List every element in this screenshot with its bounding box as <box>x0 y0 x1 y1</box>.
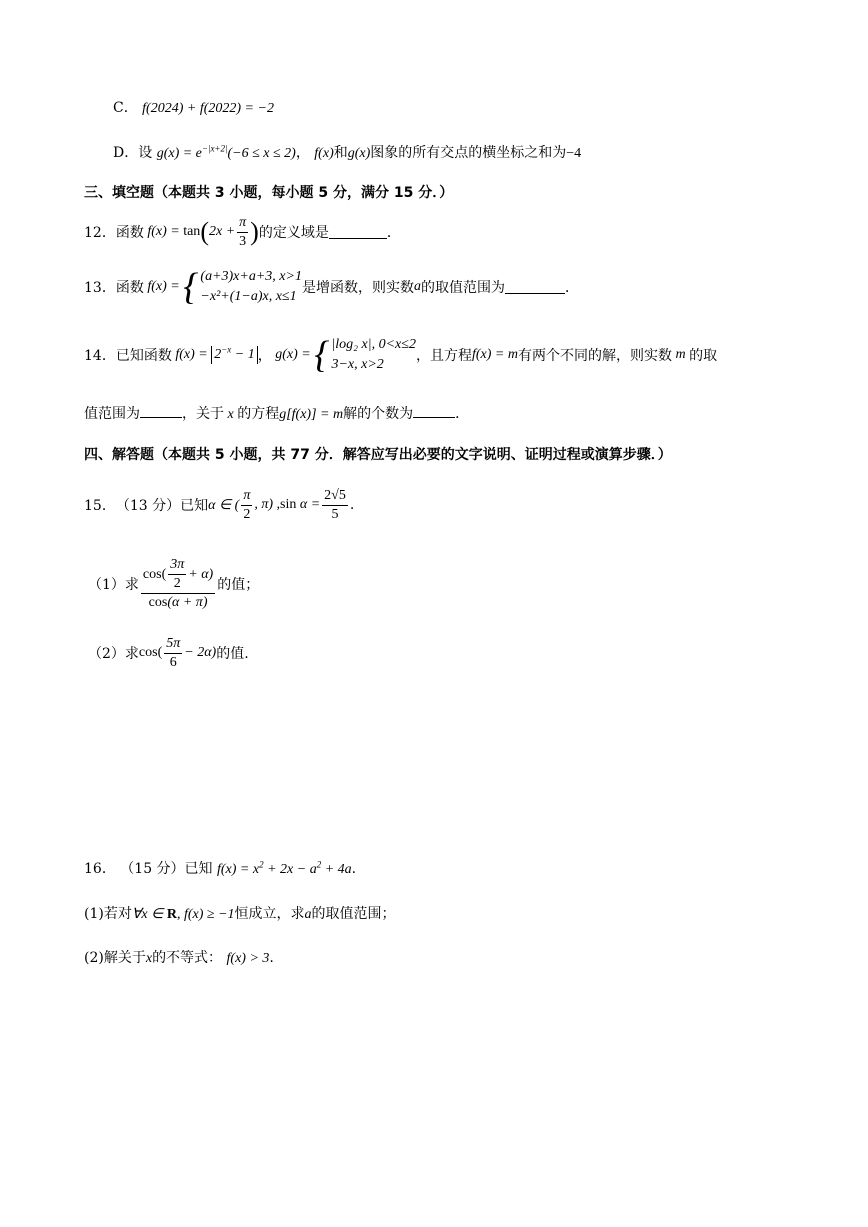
q16-ineq: f(x) > 3 <box>226 951 270 966</box>
q13-fx: f(x) = <box>143 279 184 294</box>
q14-line2-d: 解的个数为 <box>343 406 414 422</box>
q12-frac: $\frac{\pi}{3}$ <box>239 214 247 249</box>
q12-formula: f(x) = tan <box>143 224 201 239</box>
q12-arg: 2x + <box>208 224 236 239</box>
section3-heading: 三、填空题（本题共 3 小题，每小题 5 分，满分 15 分．） <box>84 185 454 201</box>
q16-period: . <box>351 861 357 877</box>
option-d-comma: ， <box>295 145 310 161</box>
q14-m: m <box>671 347 690 362</box>
q12-post: 的定义域是 <box>258 225 329 241</box>
q15-part2-cos: cos( <box>138 645 163 660</box>
q16-part1-end: 的取值范围； <box>311 906 396 922</box>
option-d <box>113 142 581 162</box>
q15-period: . <box>349 497 355 513</box>
q16-score: （15 分） <box>120 861 185 877</box>
q14-line2-b: ，关于 <box>182 406 224 422</box>
q15-frac-sin: $\frac{2√5}{5}$ <box>324 487 346 522</box>
q14-piecewise: { |log₂ x|, 0<x≤2 3−x, x>2 <box>314 334 416 376</box>
q13-row1: (a+3)x+a+3, x>1 <box>200 269 302 284</box>
option-c <box>113 97 274 117</box>
q13-row2: −x²+(1−a)x, x≤1 <box>200 289 297 304</box>
q15-alpha-in: α ∈ ( <box>208 497 240 513</box>
q13-pre: 函数 <box>115 280 144 296</box>
q14-pre: 已知函数 <box>115 348 172 364</box>
q13-number: 13． <box>84 280 116 296</box>
section4-heading: 四、解答题（本题共 5 小题，共 77 分．解答应写出必要的文字说明、证明过程或演算步骤．） <box>84 447 672 463</box>
q12-number: 12． <box>84 225 116 241</box>
q15-sin: ,sin α = <box>273 497 321 512</box>
q14-fx: f(x) = <box>171 347 212 362</box>
question-16 <box>84 858 356 878</box>
q14-post2: 有两个不同的解，则实数 <box>517 348 672 364</box>
question-14-line2 <box>84 403 469 423</box>
q14-post: ，且方程 <box>415 348 472 364</box>
q16-part1-pre: (1)若对 <box>84 906 132 922</box>
question-14 <box>84 330 717 380</box>
q13-a: a <box>413 279 421 294</box>
q15-part1-end: 的值； <box>217 577 260 593</box>
option-d-value: −4 <box>566 146 582 161</box>
q15-part2-tail: − 2α) <box>184 645 217 660</box>
q15-part2-label: （2）求 <box>88 646 139 662</box>
q14-line2-a: 值范围为 <box>84 406 140 422</box>
q14-row2: 3−x, x>2 <box>331 357 384 372</box>
option-d-label: D． <box>113 145 139 161</box>
option-c-expr: f(2024) + f(2022) = −2 <box>142 101 274 116</box>
question-13 <box>84 262 579 312</box>
question-15 <box>84 482 354 528</box>
q16-part2-end: . <box>269 950 274 966</box>
q16-forall: ∀x ∈ R, f(x) ≥ −1 <box>131 907 235 922</box>
option-d-tail: 图象的所有交点的横坐标之和为 <box>370 145 567 161</box>
q13-post: 是增函数，则实数 <box>301 280 414 296</box>
q13-blank[interactable] <box>505 281 565 294</box>
q15-score: （13 分） <box>115 498 181 514</box>
q16-x: x <box>145 951 153 966</box>
q14-eq: f(x) = m <box>471 347 518 362</box>
option-c-label: C． <box>113 100 138 116</box>
question-15-part1 <box>88 552 259 616</box>
q14-gfx: g[f(x)] = m <box>279 407 344 422</box>
q16-part2-pre: (2)解关于 <box>84 950 146 966</box>
q12-blank[interactable] <box>329 226 387 239</box>
q15-part1-frac: cos( $\frac{3\pi}{2}$ + α) cos(α + π) <box>142 557 214 610</box>
q16-part1-mid: 恒成立，求 <box>234 906 305 922</box>
option-d-and: 和 <box>333 145 348 161</box>
q14-row1: |log₂ x|, 0<x≤2 <box>331 337 416 352</box>
q14-blank1[interactable] <box>140 405 182 418</box>
q16-fx: $f(x) = x^2 + 2x - a^2 + 4a$ <box>217 859 352 877</box>
q14-line2-c: 的方程 <box>237 406 280 422</box>
q16-pre: 已知 <box>184 861 213 877</box>
q16-part2-mid: 的不等式： <box>152 950 223 966</box>
q15-part1-label: （1）求 <box>88 577 139 593</box>
q15-part2-end: 的值. <box>216 646 249 662</box>
q14-number: 14． <box>84 348 116 364</box>
q15-interval-end: , π) <box>254 497 274 512</box>
q13-piecewise: { (a+3)x+a+3, x>1 −x²+(1−a)x, x≤1 <box>183 266 302 308</box>
q15-number: 15． <box>84 498 116 514</box>
q15-frac-pi2: $\frac{\pi}{2}$ <box>243 487 251 522</box>
q15-part2-frac: $\frac{5\pi}{6}$ <box>166 635 181 670</box>
question-12 <box>84 214 401 250</box>
q13-post2: 的取值范围为 <box>420 280 505 296</box>
q14-blank2[interactable] <box>413 405 455 418</box>
q12-lparen: ( <box>200 217 209 246</box>
q14-x: x <box>224 407 238 422</box>
q16-number: 16． <box>84 861 116 877</box>
q16-a: a <box>304 907 312 922</box>
q14-comma: ， <box>257 348 272 364</box>
q14-abs: $2^{-x} - 1$ <box>211 346 258 364</box>
q12-pre: 函数 <box>115 225 144 241</box>
option-d-fx: f(x) <box>314 146 334 161</box>
q14-post3: 的取 <box>689 348 718 364</box>
question-16-part1 <box>84 903 396 923</box>
option-d-prefix: 设 <box>138 145 153 161</box>
q12-rparen: ) <box>250 217 259 246</box>
q12-end: ． <box>386 225 401 241</box>
q15-pre: 已知 <box>180 498 209 514</box>
q14-end: ． <box>455 406 470 422</box>
option-d-gx: $g(x) = e^{-|x+2|}(-6 \le x \le 2)$ <box>156 143 296 161</box>
q14-gx: g(x) = <box>271 347 315 362</box>
question-16-part2 <box>84 947 274 967</box>
question-15-part2 <box>88 630 249 676</box>
option-d-gx2: g(x) <box>347 146 371 161</box>
q13-end: ． <box>564 280 579 296</box>
